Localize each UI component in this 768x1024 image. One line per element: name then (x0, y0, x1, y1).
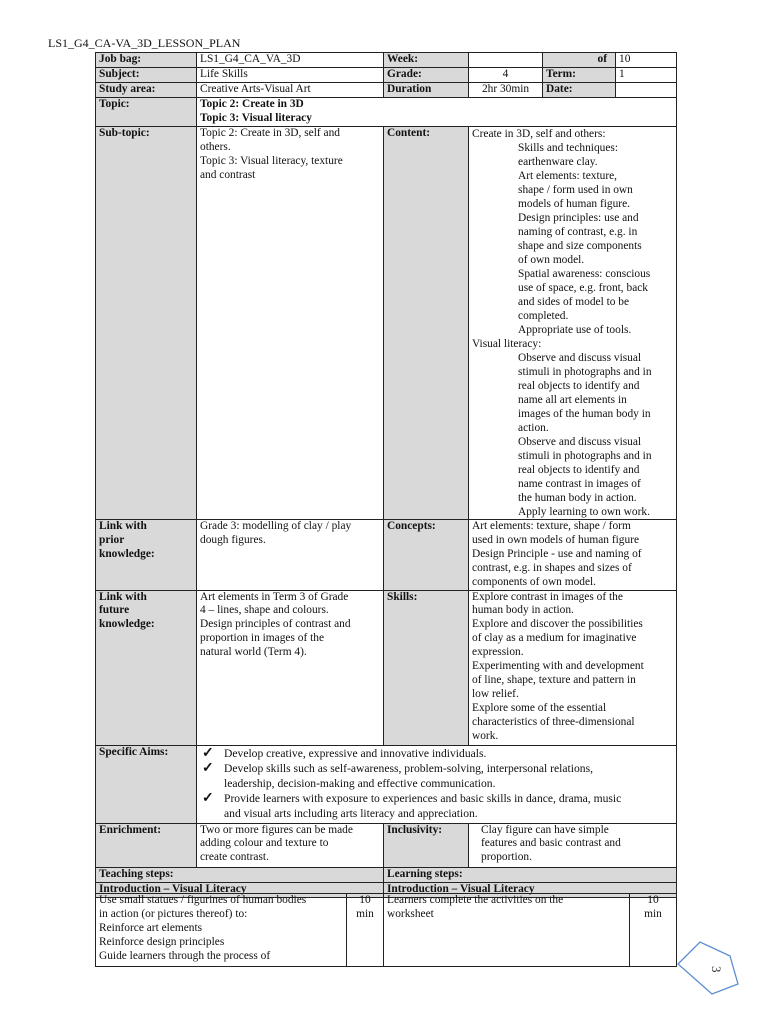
term-label: Term: (543, 68, 616, 83)
duration-value: 2hr 30min (469, 83, 543, 98)
specific-aims-label: Specific Aims: (96, 745, 197, 823)
future-knowledge-label: Link with future knowledge: (96, 590, 197, 745)
content-label: Content: (384, 127, 469, 520)
subtopic-value (197, 127, 384, 520)
subtopic-label: Sub-topic: (96, 127, 197, 520)
topic-line: Topic 3: Visual literacy (200, 111, 312, 124)
topic-line: Topic 2: Create in 3D (200, 98, 304, 110)
specific-aims-value (197, 745, 677, 823)
content-subhead: Visual literacy: (472, 338, 542, 350)
prior-knowledge-label: Link with prior knowledge: (96, 520, 197, 591)
page-number-badge (676, 938, 744, 998)
term-value: 1 (616, 68, 677, 83)
aim-item: ✓ Develop skills such as self-awareness, problem-solving, interpersonal relations, leadership, decision-making and effective communication. (202, 760, 593, 790)
topic-value (197, 98, 677, 127)
content-bullet: Observe and discuss visual stimuli in photographs and in real objects to identify and name contrast in images of the human body in action. (518, 436, 652, 504)
job-bag-value: LS1_G4_CA_VA_3D (197, 53, 384, 68)
learning-time: 10 min (630, 894, 677, 967)
teaching-intro-text: Use small statues / figurines of human bodies in action (or pictures thereof) to: Reinforce art elements Reinforce design principles Guide learners through the process of (96, 894, 347, 967)
content-value (469, 127, 677, 520)
teaching-steps-label: Teaching steps: (96, 867, 384, 882)
future-knowledge-value: Art elements in Term 3 of Grade 4 – lines, shape and colours. Design principles of contrast and proportion in images of the natural world (Term 4). (197, 590, 384, 745)
subtopic-line: and contrast (200, 168, 256, 181)
job-bag-label: Job bag: (96, 53, 197, 68)
topic-label: Topic: (96, 98, 197, 127)
prior-knowledge-value: Grade 3: modelling of clay / play dough figures. (197, 520, 384, 591)
check-icon: ✓ (202, 791, 214, 807)
content-bullet: Spatial awareness: conscious use of space, e.g. front, back and sides of model to be completed. (518, 268, 651, 322)
content-bullet: Skills and techniques: earthenware clay. (518, 142, 618, 168)
learning-intro-text: Learners complete the activities on the worksheet (384, 894, 630, 967)
enrichment-label: Enrichment: (96, 823, 197, 867)
learning-intro-label: Introduction – Visual Literacy (384, 882, 677, 897)
content-bullet: Design principles: use and naming of contrast, e.g. in shape and size components of own model. (518, 212, 642, 266)
page-number: 3 (709, 966, 724, 973)
check-icon: ✓ (202, 745, 214, 761)
content-intro: Create in 3D, self and others: (472, 128, 606, 140)
grade-value: 4 (469, 68, 543, 83)
week-value (469, 53, 543, 68)
study-area-value: Creative Arts-Visual Art (197, 83, 384, 98)
teaching-intro-label: Introduction – Visual Literacy (96, 882, 384, 897)
learning-steps-label: Learning steps: (384, 867, 677, 882)
date-value (616, 83, 677, 98)
subtopic-line: Topic 2: Create in 3D, self and (200, 127, 340, 139)
content-bullet: Art elements: texture, shape / form used in own models of human figure. (518, 170, 633, 210)
duration-label: Duration (384, 83, 469, 98)
inclusivity-value: Clay figure can have simple features and basic contrast and proportion. (469, 823, 677, 867)
enrichment-value: Two or more figures can be made adding colour and texture to create contrast. (197, 823, 384, 867)
content-bullet: Apply learning to own work. (518, 506, 650, 518)
of-label: of (543, 53, 616, 68)
aim-item: ✓ Provide learners with exposure to experiences and basic skills in dance, drama, music and visual arts including arts literacy and appreciation. (202, 791, 622, 821)
subtopic-line: others. (200, 140, 231, 153)
steps-table (95, 893, 677, 967)
subject-value: Life Skills (197, 68, 384, 83)
content-bullet: Appropriate use of tools. (518, 324, 632, 336)
check-icon: ✓ (202, 760, 214, 776)
week-label: Week: (384, 53, 469, 68)
grade-label: Grade: (384, 68, 469, 83)
content-bullet: Observe and discuss visual stimuli in photographs and in real objects to identify and name all art elements in images of the human body in action. (518, 352, 652, 434)
of-value: 10 (616, 53, 677, 68)
inclusivity-label: Inclusivity: (384, 823, 469, 867)
lesson-plan-table (95, 52, 677, 898)
teaching-time: 10 min (347, 894, 384, 967)
aim-item: ✓ Develop creative, expressive and innovative individuals. (202, 745, 487, 761)
subject-label: Subject: (96, 68, 197, 83)
concepts-value: Art elements: texture, shape / form used in own models of human figure Design Principle - use and naming of contrast, e.g. in shapes and sizes of components of own model. (469, 520, 677, 591)
skills-label: Skills: (384, 590, 469, 745)
concepts-label: Concepts: (384, 520, 469, 591)
study-area-label: Study area: (96, 83, 197, 98)
document-title: LS1_G4_CA-VA_3D_LESSON_PLAN (48, 36, 241, 50)
date-label: Date: (543, 83, 616, 98)
skills-value: Explore contrast in images of the human body in action. Explore and discover the possibilities of clay as a medium for imaginative expression. Experimenting with and development of line, shape, texture and pattern in low relief. Explore some of the essential characteristics of three-dimensional work. (469, 590, 677, 745)
page-number-shape (678, 942, 738, 994)
subtopic-line: Topic 3: Visual literacy, texture (200, 154, 343, 167)
